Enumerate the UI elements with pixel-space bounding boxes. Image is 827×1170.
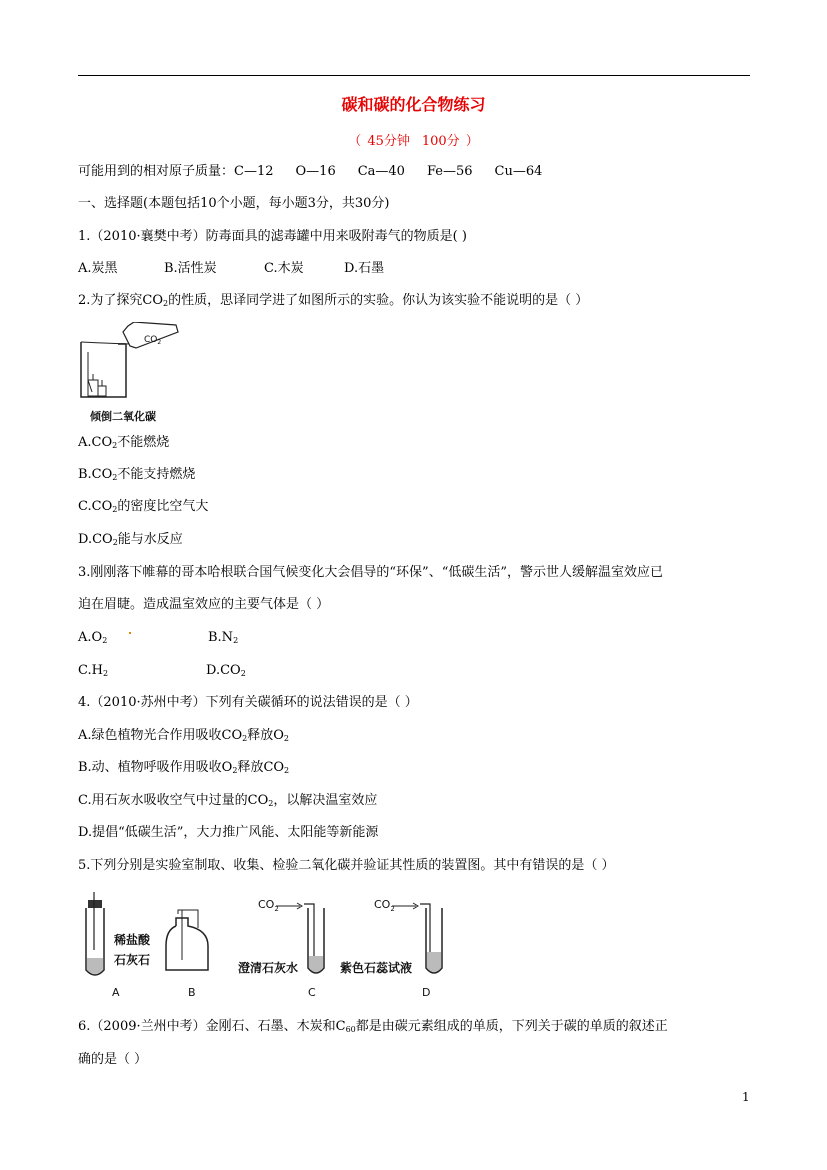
header-rule — [78, 75, 750, 76]
q2-stem-pre: 2.为了探究CO — [78, 293, 164, 308]
q5-label-acid: 稀盐酸 — [114, 933, 151, 947]
q6-stem-line1: 6.（2009·兰州中考）金刚石、石墨、木炭和$C_{60}$都是由碳元素组成的单质，下列关于碳的单质的叙述正 — [78, 1019, 668, 1034]
q2-option-d: $D.CO_2$能与水反应 — [78, 532, 183, 547]
q4-option-a: A.绿色植物光合作用吸收$CO_2$释放$O_2$ — [78, 728, 289, 743]
q3-option-b: $B.N_2$ — [208, 630, 239, 645]
q3-stem-line2: 迫在眉睫。造成温室效应的主要气体是（ ） — [78, 597, 330, 612]
total-score: 100分 — [421, 134, 460, 149]
atomic-mass: Cu—64 — [494, 164, 543, 179]
q3-stem-line1: 3.刚刚落下帷幕的哥本哈根联合国气候变化大会倡导的“环保”、“低碳生活”，警示世人缓解温室效应已 — [78, 565, 663, 580]
q2-option-b: $B.CO_2$不能支持燃烧 — [78, 467, 196, 482]
q2-bottle-label: $CO_2$ — [144, 335, 162, 346]
q5-label-litmus: 紫色石蕊试液 — [340, 961, 413, 975]
atomic-mass: C—12 — [234, 164, 274, 179]
atomic-masses-label: 可能用到的相对原子质量： — [78, 164, 235, 179]
q5-figure — [78, 890, 458, 1006]
time-limit: 45分钟 — [367, 134, 410, 149]
q5-stem: 5.下列分别是实验室制取、收集、检验二氧化碳并验证其性质的装置图。其中有错误的是（ ） — [78, 858, 615, 873]
q4-option-b: B.动、植物呼吸作用吸收$O_2$释放$CO_2$ — [78, 760, 290, 775]
atomic-masses — [78, 163, 564, 181]
q3-option-d: $D.CO_2$ — [206, 663, 246, 678]
atomic-mass: Ca—40 — [357, 164, 405, 179]
q2-figure-caption: 倾倒二氧化碳 — [90, 410, 156, 423]
section-heading: 一、选择题(本题包括10个小题，每小题3分，共30分) — [78, 196, 390, 211]
q5-label-limestone: 石灰石 — [114, 953, 151, 967]
q4-option-d: D.提倡“低碳生活”，大力推广风能、太阳能等新能源 — [78, 825, 379, 840]
page-number: 1 — [742, 1090, 750, 1104]
q2-figure — [78, 322, 188, 430]
page-subtitle: （ 45分钟 100分 ） — [348, 134, 479, 149]
q3-option-c: $C.H_2$ — [78, 663, 109, 678]
atomic-mass: O—16 — [295, 164, 336, 179]
q1-option-c: C.木炭 — [264, 261, 304, 276]
q3-options-row1 — [78, 629, 238, 650]
q2-stem: 2.为了探究$CO_2$的性质，思译同学进了如图所示的实验。你认为该实验不能说明的是（ ） — [78, 293, 589, 308]
q5-letter-d: D — [422, 986, 431, 999]
q1-option-a: A.炭黑 — [78, 261, 118, 276]
q2-option-c: $C.CO_2$的密度比空气大 — [78, 499, 209, 514]
q2-stem-post: 的性质，思译同学进了如图所示的实验。你认为该实验不能说明的是（ ） — [168, 293, 589, 308]
q1-stem: 1.（2010·襄樊中考）防毒面具的滤毒罐中用来吸附毒气的物质是( ) — [78, 229, 467, 244]
q5-label-limewater: 澄清石灰水 — [238, 961, 299, 975]
q2-option-a: $A.CO_2$不能燃烧 — [78, 435, 170, 450]
q5-label-d-gas: $CO_2$ — [374, 898, 395, 913]
q5-label-c-gas: $CO_2$ — [258, 898, 279, 913]
atomic-mass: Fe—56 — [426, 164, 473, 179]
q5-letter-b: B — [188, 986, 196, 999]
q1-option-b: B.活性炭 — [164, 261, 217, 276]
q6-stem-line2: 确的是（ ） — [78, 1052, 148, 1067]
q3-option-a: $A.O_2$ — [78, 630, 108, 645]
q5-letter-c: C — [308, 986, 316, 999]
page-title: 碳和碳的化合物练习 — [341, 95, 486, 114]
q3-options-row2 — [78, 662, 246, 683]
q1-option-d: D.石墨 — [344, 261, 385, 276]
q5-letter-a: A — [112, 986, 120, 999]
q4-option-c: C.用石灰水吸收空气中过量的$CO_2$，以解决温室效应 — [78, 793, 378, 808]
q4-stem: 4.（2010·苏州中考）下列有关碳循环的说法错误的是（ ） — [78, 695, 418, 710]
q1-options — [78, 260, 384, 278]
